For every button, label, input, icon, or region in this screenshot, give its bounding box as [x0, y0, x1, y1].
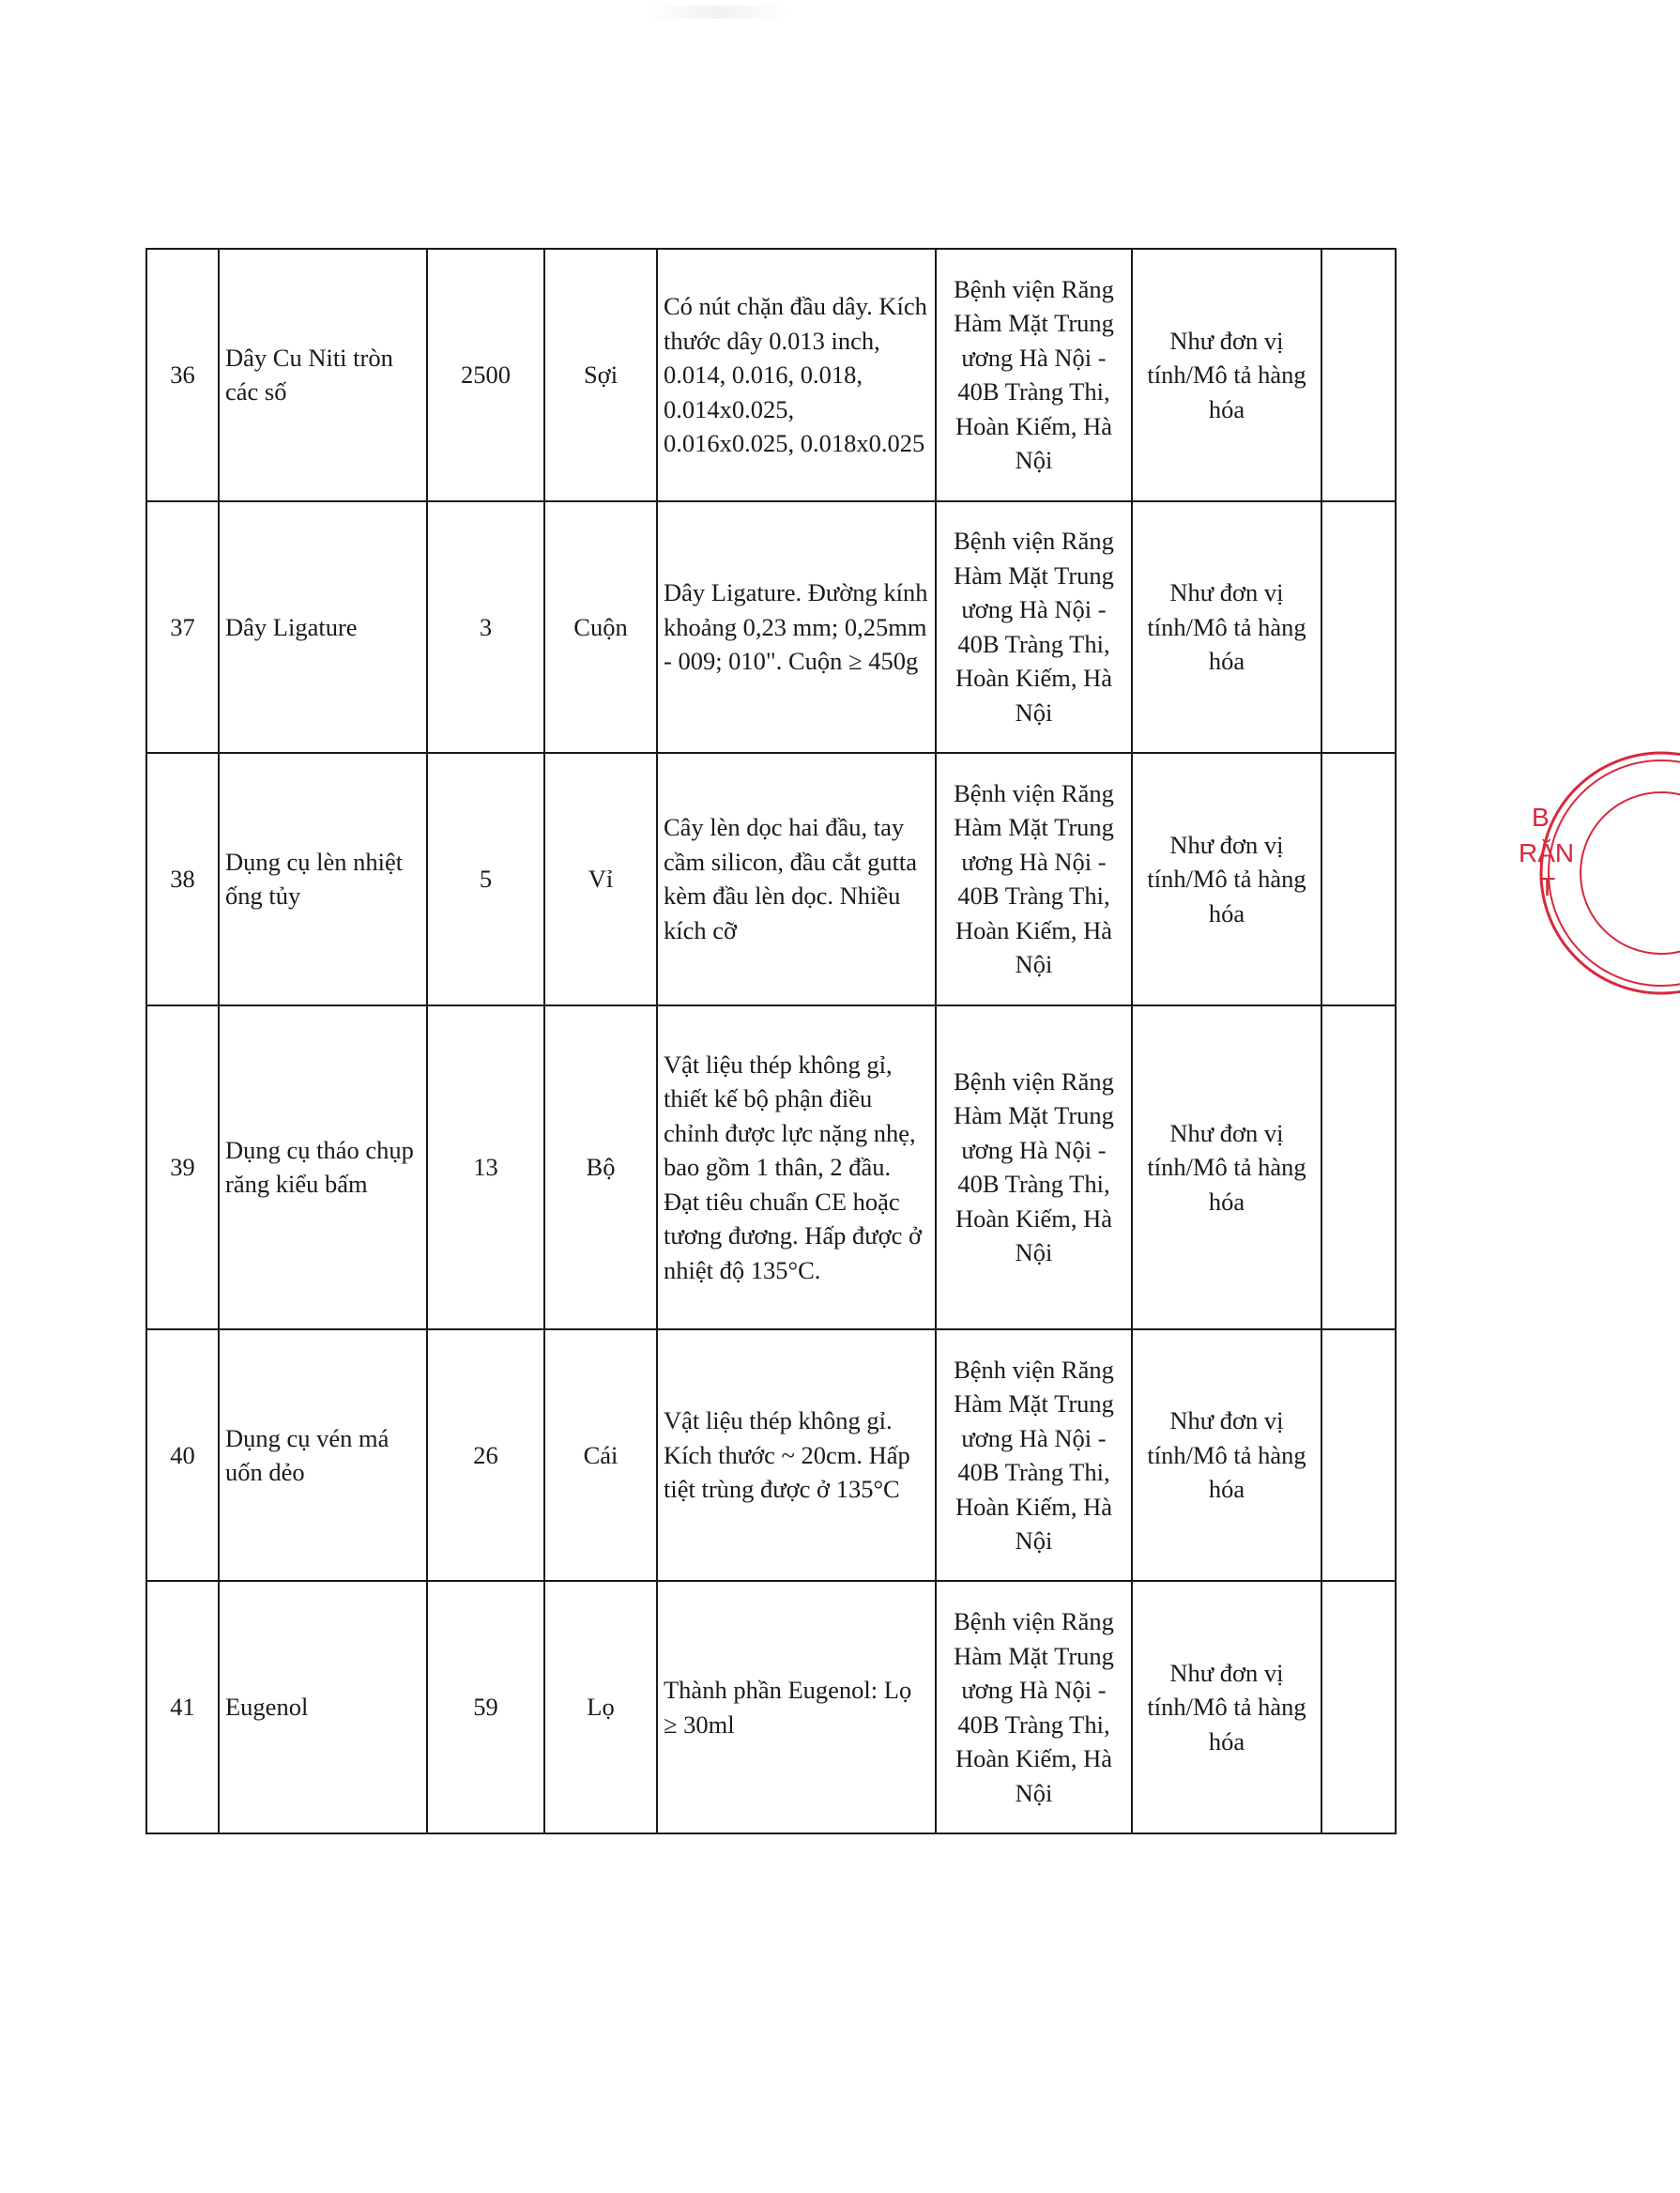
cell-qty: 26: [427, 1329, 544, 1582]
cell-note: Như đơn vị tính/Mô tả hàng hóa: [1132, 249, 1321, 501]
cell-extra: [1321, 249, 1396, 501]
cell-desc: Thành phần Eugenol: Lọ ≥ 30ml: [657, 1581, 936, 1833]
cell-place: Bệnh viện Răng Hàm Mặt Trung ương Hà Nội - 40B Tràng Thi, Hoàn Kiếm, Hà Nội: [936, 501, 1132, 754]
table-row: [146, 501, 1396, 754]
seal-fragment-1: B: [1532, 803, 1550, 832]
cell-qty: 5: [427, 753, 544, 1005]
cell-name: Dây Ligature: [219, 501, 427, 754]
cell-desc: Cây lèn dọc hai đầu, tay cầm silicon, đầu cắt gutta kèm đầu lèn dọc. Nhiều kích cỡ: [657, 753, 936, 1005]
cell-unit: Lọ: [544, 1581, 657, 1833]
cell-desc: Có nút chặn đầu dây. Kích thước dây 0.013 inch, 0.014, 0.016, 0.018, 0.014x0.025, 0.016x0.025, 0.018x0.025: [657, 249, 936, 501]
cell-unit: Bộ: [544, 1005, 657, 1329]
cell-extra: [1321, 1581, 1396, 1833]
cell-qty: 2500: [427, 249, 544, 501]
cell-stt: 39: [146, 1005, 219, 1329]
cell-extra: [1321, 1329, 1396, 1582]
cell-name: Dụng cụ vén má uốn dẻo: [219, 1329, 427, 1582]
cell-extra: [1321, 753, 1396, 1005]
cell-unit: Cuộn: [544, 501, 657, 754]
seal-rings: [1541, 753, 1680, 993]
cell-note: Như đơn vị tính/Mô tả hàng hóa: [1132, 753, 1321, 1005]
cell-note: Như đơn vị tính/Mô tả hàng hóa: [1132, 501, 1321, 754]
seal-fragment-2: RĂN: [1519, 838, 1575, 867]
cell-unit: Sợi: [544, 249, 657, 501]
cell-place: Bệnh viện Răng Hàm Mặt Trung ương Hà Nội - 40B Tràng Thi, Hoàn Kiếm, Hà Nội: [936, 1329, 1132, 1582]
cell-place: Bệnh viện Răng Hàm Mặt Trung ương Hà Nội - 40B Tràng Thi, Hoàn Kiếm, Hà Nội: [936, 1005, 1132, 1329]
table-row: [146, 249, 1396, 501]
cell-desc: Vật liệu thép không gỉ, thiết kế bộ phận điều chỉnh được lực nặng nhẹ, bao gồm 1 thân, 2 đầu. Đạt tiêu chuẩn CE hoặc tương đương. Hấp được ở nhiệt độ 135°C.: [657, 1005, 936, 1329]
table-row: [146, 1581, 1396, 1833]
table-row: [146, 1005, 1396, 1329]
goods-table: [145, 248, 1397, 1834]
cell-stt: 37: [146, 501, 219, 754]
cell-stt: 40: [146, 1329, 219, 1582]
cell-place: Bệnh viện Răng Hàm Mặt Trung ương Hà Nội - 40B Tràng Thi, Hoàn Kiếm, Hà Nội: [936, 1581, 1132, 1833]
cell-name: Eugenol: [219, 1581, 427, 1833]
cell-extra: [1321, 501, 1396, 754]
table-row: [146, 753, 1396, 1005]
cell-stt: 38: [146, 753, 219, 1005]
seal-stamp: [1492, 742, 1680, 1004]
cell-name: Dây Cu Niti tròn các số: [219, 249, 427, 501]
table-row: [146, 1329, 1396, 1582]
cell-extra: [1321, 1005, 1396, 1329]
cell-unit: Cái: [544, 1329, 657, 1582]
cell-note: Như đơn vị tính/Mô tả hàng hóa: [1132, 1581, 1321, 1833]
cell-stt: 41: [146, 1581, 219, 1833]
cell-place: Bệnh viện Răng Hàm Mặt Trung ương Hà Nội - 40B Tràng Thi, Hoàn Kiếm, Hà Nội: [936, 249, 1132, 501]
cell-note: Như đơn vị tính/Mô tả hàng hóa: [1132, 1329, 1321, 1582]
cell-place: Bệnh viện Răng Hàm Mặt Trung ương Hà Nội - 40B Tràng Thi, Hoàn Kiếm, Hà Nội: [936, 753, 1132, 1005]
cell-name: Dụng cụ lèn nhiệt ống tủy: [219, 753, 427, 1005]
cell-desc: Dây Ligature. Đường kính khoảng 0,23 mm; 0,25mm - 009; 010". Cuộn ≥ 450g: [657, 501, 936, 754]
cell-qty: 13: [427, 1005, 544, 1329]
cell-unit: Vỉ: [544, 753, 657, 1005]
cell-qty: 59: [427, 1581, 544, 1833]
scan-header-mark: [648, 6, 788, 19]
cell-stt: 36: [146, 249, 219, 501]
cell-note: Như đơn vị tính/Mô tả hàng hóa: [1132, 1005, 1321, 1329]
cell-qty: 3: [427, 501, 544, 754]
cell-desc: Vật liệu thép không gỉ. Kích thước ~ 20cm. Hấp tiệt trùng được ở 135°C: [657, 1329, 936, 1582]
cell-name: Dụng cụ tháo chụp răng kiểu bấm: [219, 1005, 427, 1329]
seal-fragment-3: T: [1539, 872, 1556, 901]
